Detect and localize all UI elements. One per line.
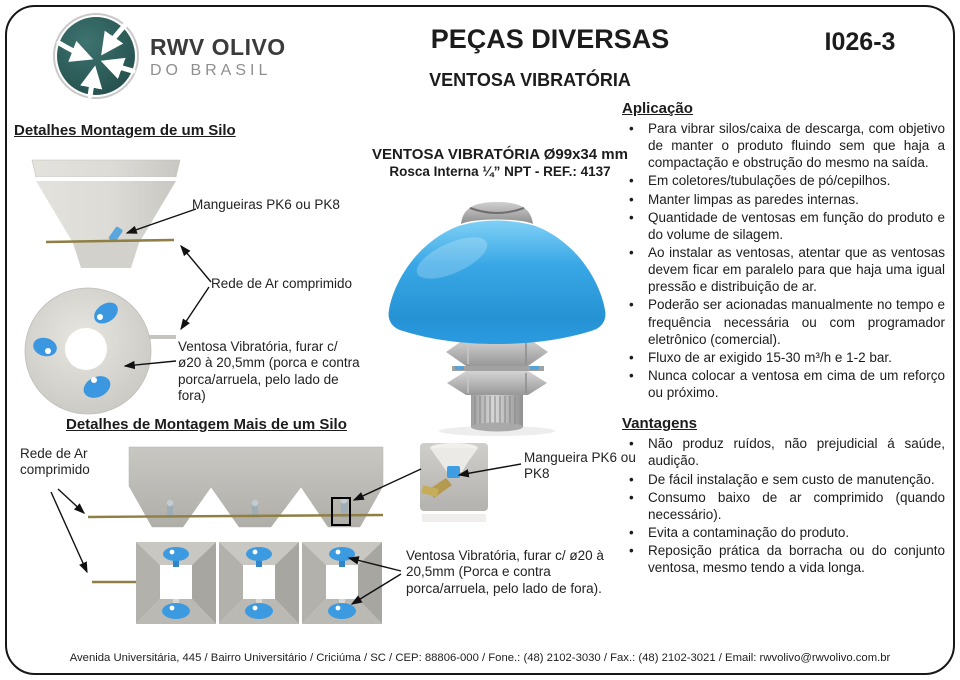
bullet-item: • De fácil instalação e sem custo de manutenção. xyxy=(622,471,945,488)
product-image xyxy=(389,202,606,436)
bullet-item: • Evita a contaminação do produto. xyxy=(622,524,945,541)
bullet-item: • Não produz ruídos, não prejudicial á saúde, audição. xyxy=(622,435,945,469)
bullet-item: • Manter limpas as paredes internas. xyxy=(622,191,945,208)
bottom-square-1 xyxy=(136,542,216,624)
bullet-item: • Nunca colocar a ventosa em cima de um reforço ou próximo. xyxy=(622,367,945,401)
section1-heading: Detalhes Montagem de um Silo xyxy=(14,122,236,139)
logo-company-name: RWV OLIVO xyxy=(150,34,286,60)
arrow-rede-up xyxy=(181,246,211,282)
hex-nut-lower xyxy=(447,371,547,395)
bullet-item: • Para vibrar silos/caixa de descarga, com objetivo de manter o produto fluindo sem que haja a compactação e obstrução do mesmo na saída. xyxy=(622,120,945,171)
vantagens-list xyxy=(622,435,945,576)
bullet-item: • Ao instalar as ventosas, atentar que as ventosas devem ficar em paralelo para que haja uma igual pressão e distribuição de ar. xyxy=(622,244,945,295)
arrow-rede2-stub xyxy=(51,492,87,572)
section2-heading: Detalhes de Montagem Mais de um Silo xyxy=(66,416,347,433)
bullet-item: • Poderão ser acionadas manualmente no tempo e frequência necessária ou com programador eletrônico (comercial). xyxy=(622,296,945,347)
bottom-square-3 xyxy=(302,542,382,624)
product-name: VENTOSA VIBRATÓRIA Ø99x34 mm xyxy=(372,146,628,163)
bullet-item: • Fluxo de ar exigido 15-30 m³/h e 1-2 bar. xyxy=(622,349,945,366)
label-mangueiras: Mangueiras PK6 ou PK8 xyxy=(192,197,340,212)
page-subtitle: VENTOSA VIBRATÓRIA xyxy=(429,70,631,90)
doc-code: I026-3 xyxy=(824,28,896,56)
bullet-item: • Em coletores/tubulações de pó/cepilhos. xyxy=(622,172,945,189)
hose-detail-photo xyxy=(420,443,488,522)
rubber-bell xyxy=(389,221,606,345)
label-ventosa-furo-2: Ventosa Vibratória, furar c/ ø20 à 20,5mm (Porca e contra porca/arruela, pelo lado de fora). xyxy=(406,548,604,596)
bullet-item: • Reposição prática da borracha ou do conjunto ventosa, mesmo tendo a vida longa. xyxy=(622,542,945,576)
bottom-square-2 xyxy=(219,542,299,624)
bullet-item: • Consumo baixo de ar comprimido (quando necessário). xyxy=(622,489,945,523)
label-ventosa-furo: Ventosa Vibratória, furar c/ ø20 à 20,5mm (porca e contra porca/arruela, pelo lado de fora) xyxy=(178,339,360,404)
label-rede-ar-2: Rede de Ar comprimido xyxy=(20,446,90,478)
company-logo xyxy=(48,10,144,106)
aplicacao-heading: Aplicação xyxy=(622,100,693,117)
hose-fitting-blue xyxy=(447,466,460,478)
silo-bottom-squares-diagram xyxy=(92,542,382,624)
footer-address: Avenida Universitária, 445 / Bairro Universitário / Criciúma / SC / CEP: 88806-000 / Fone.: (48) 2102-3030 / Fax.: (48) 2102-3021 / Email: rwvolivo@rwvolivo.com.br xyxy=(69,652,891,664)
logo-text xyxy=(150,34,286,80)
multi-silo-row-diagram xyxy=(88,447,383,527)
aplicacao-list xyxy=(622,120,945,401)
page-title: PEÇAS DIVERSAS xyxy=(430,24,670,54)
arrow-rede2-pipe xyxy=(58,489,84,513)
product-caption xyxy=(350,146,650,179)
product-spec: Rosca Interna ¼” NPT - REF.: 4137 xyxy=(389,164,611,179)
label-rede-ar: Rede de Ar comprimido xyxy=(211,276,353,291)
vantagens-heading: Vantagens xyxy=(622,415,698,433)
arrow-rede-down xyxy=(181,287,209,329)
logo-country: DO BRASIL xyxy=(150,62,272,79)
text-column xyxy=(622,100,945,577)
silo-disk-diagram xyxy=(25,288,176,414)
single-silo-diagram xyxy=(32,160,180,268)
air-pipe xyxy=(46,240,174,242)
label-mangueira-2: Mangueira PK6 ou PK8 xyxy=(524,450,636,482)
bullet-item: • Quantidade de ventosas em função do produto e do volume de silagem. xyxy=(622,209,945,243)
